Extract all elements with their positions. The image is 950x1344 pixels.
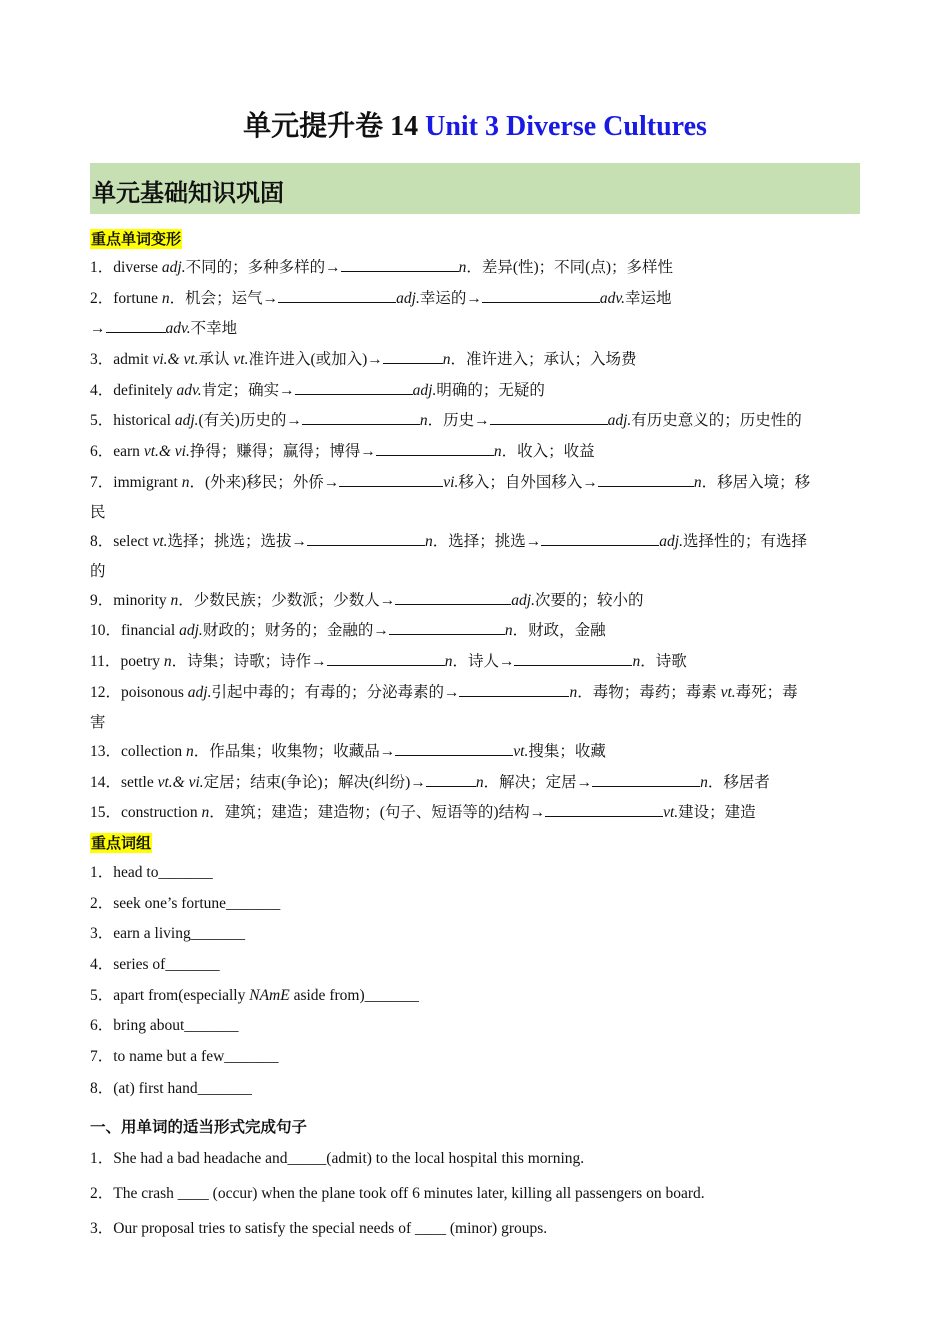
- answer-blank[interactable]: [327, 651, 445, 666]
- word-item: 5．historical adj.(有关)历史的→ n．历史→ adj.有历史意义的；历史性的: [90, 412, 802, 429]
- word-item: 7．immigrant n．(外来)移民；外侨→ vi.移入；自外国移入→ n．移居入境；移: [90, 474, 811, 491]
- word-item: 3．admit vi.& vt.承认 vt.准许进入(或加入)→ n．准许进入；承认；入场费: [90, 351, 637, 368]
- answer-blank[interactable]: [482, 288, 600, 303]
- answer-blank[interactable]: [541, 531, 659, 546]
- word-item: 10．financial adj.财政的；财务的；金融的→ n．财政，金融: [90, 622, 606, 639]
- phrase-item: 5．apart from(especially NAmE aside from)_______: [90, 987, 419, 1004]
- word-item: 8．select vt.选择；挑选；选拔→ n．选择；挑选→ adj.选择性的；有选择: [90, 533, 807, 550]
- answer-blank[interactable]: [459, 682, 569, 697]
- exercise-sentence: 3．Our proposal tries to satisfy the special needs of ____ (minor) groups.: [90, 1220, 548, 1237]
- exercise-heading: 一、用单词的适当形式完成句子: [90, 1118, 308, 1136]
- word-item: 12．poisonous adj.引起中毒的；有毒的；分泌毒素的→ n．毒物；毒药；毒素 vt.毒死；毒: [90, 684, 798, 701]
- phrase-item: 7．to name but a few_______: [90, 1048, 279, 1065]
- answer-blank[interactable]: [545, 802, 663, 817]
- phrase-item: 2．seek one’s fortune_______: [90, 895, 281, 912]
- phrases-heading: 重点词组: [91, 834, 152, 852]
- word-item-continued: 民: [90, 504, 106, 521]
- title-english: Unit 3 Diverse Cultures: [425, 111, 707, 142]
- answer-blank[interactable]: [395, 741, 513, 756]
- word-item-continued: 的: [90, 563, 106, 580]
- answer-blank[interactable]: [598, 472, 694, 487]
- word-item: 15．construction n．建筑；建造；建造物；(句子、短语等的)结构→ vt.建设；建造: [90, 804, 756, 821]
- page-title: [90, 104, 860, 144]
- exercise-sentence: 1．She had a bad headache and_____(admit) to the local hospital this morning.: [90, 1150, 585, 1167]
- answer-blank[interactable]: [389, 620, 505, 635]
- answer-blank[interactable]: [307, 531, 425, 546]
- answer-blank[interactable]: [383, 349, 443, 364]
- word-item: 13．collection n．作品集；收集物；收藏品→ vt.搜集；收藏: [90, 743, 606, 760]
- answer-blank[interactable]: [278, 288, 396, 303]
- phrase-item: 6．bring about_______: [90, 1017, 239, 1034]
- word-item: 6．earn vt.& vi.挣得；赚得；赢得；博得→ n．收入；收益: [90, 443, 595, 460]
- word-item: 14．settle vt.& vi.定居；结束(争论)；解决(纠纷)→ n．解决；定居→ n．移居者: [90, 774, 770, 791]
- answer-blank[interactable]: [302, 410, 420, 425]
- phrase-item: 8．(at) first hand_______: [90, 1080, 252, 1097]
- words-heading: 重点单词变形: [91, 230, 182, 248]
- title-chinese: 单元提升卷 14: [243, 111, 426, 142]
- answer-blank[interactable]: [395, 590, 511, 605]
- answer-blank[interactable]: [295, 380, 413, 395]
- word-item: 11．poetry n．诗集；诗歌；诗作→ n．诗人→ n．诗歌: [90, 653, 687, 670]
- answer-blank[interactable]: [376, 441, 494, 456]
- answer-blank[interactable]: [339, 472, 443, 487]
- word-item-continued: → adv.不幸地: [90, 320, 238, 337]
- word-item-continued: 害: [90, 714, 106, 731]
- section-banner-text: 单元基础知识巩固: [92, 179, 284, 207]
- answer-blank[interactable]: [426, 772, 476, 787]
- phrase-item: 3．earn a living_______: [90, 925, 245, 942]
- word-item: 1．diverse adj.不同的；多种多样的→ n．差异(性)；不同(点)；多样性: [90, 259, 674, 276]
- answer-blank[interactable]: [592, 772, 700, 787]
- exercise-sentence: 2．The crash ____ (occur) when the plane took off 6 minutes later, killing all passengers on board.: [90, 1185, 705, 1202]
- word-item: 9．minority n．少数民族；少数派；少数人→ adj.次要的；较小的: [90, 592, 644, 609]
- answer-blank[interactable]: [514, 651, 632, 666]
- phrase-item: 1．head to_______: [90, 864, 213, 881]
- word-item: 4．definitely adv.肯定；确实→ adj.明确的；无疑的: [90, 382, 545, 399]
- answer-blank[interactable]: [106, 318, 166, 333]
- section-banner: [90, 163, 860, 214]
- phrase-item: 4．series of_______: [90, 956, 220, 973]
- word-item: 2．fortune n．机会；运气→ adj.幸运的→ adv.幸运地: [90, 290, 672, 307]
- answer-blank[interactable]: [341, 257, 459, 272]
- answer-blank[interactable]: [490, 410, 608, 425]
